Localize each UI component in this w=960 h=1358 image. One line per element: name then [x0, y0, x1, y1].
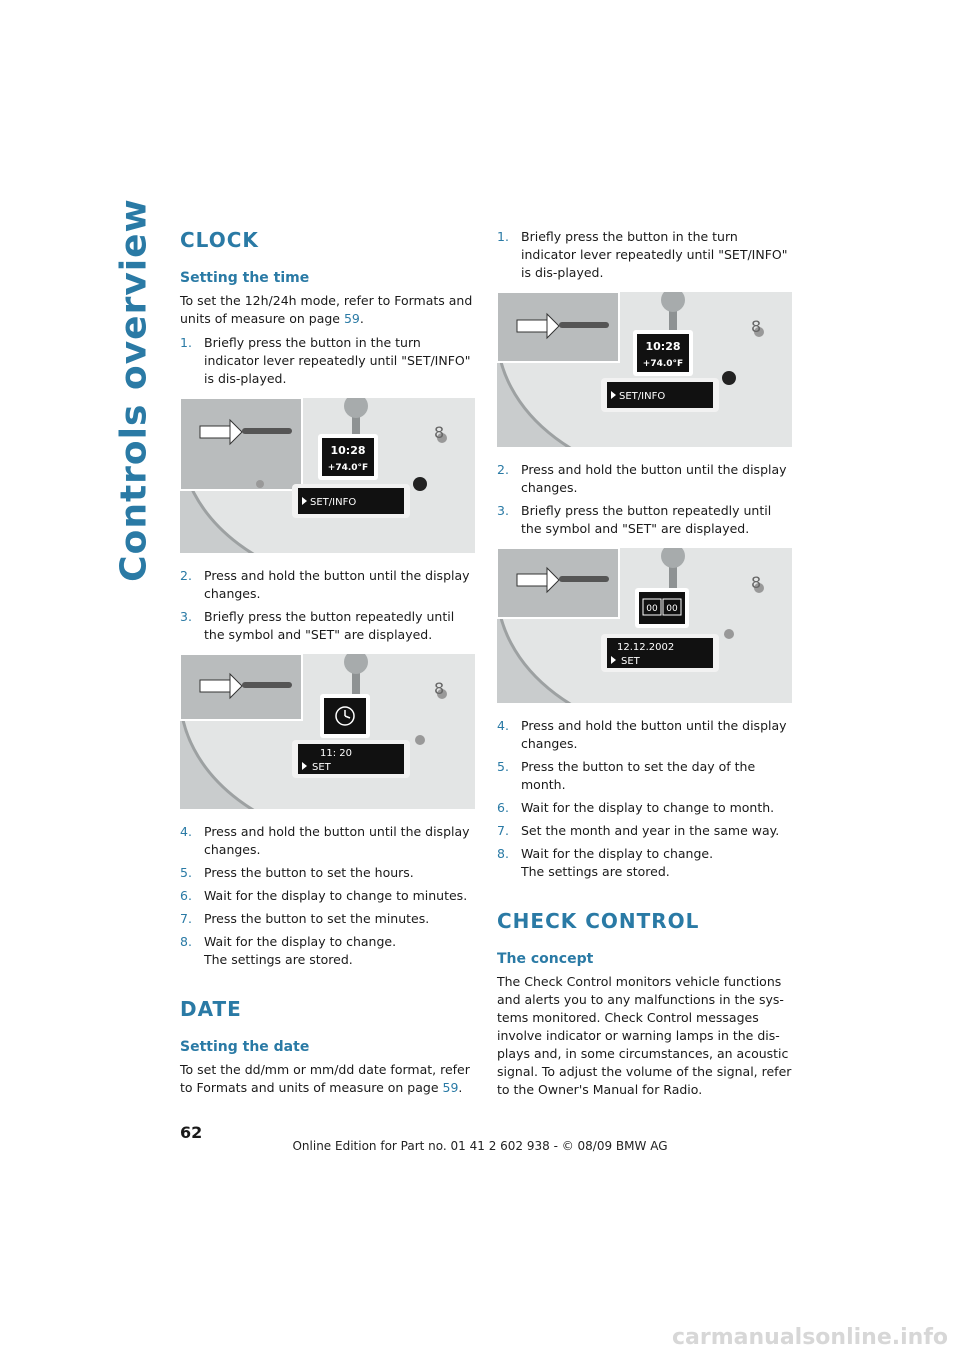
step-text: Wait for the display to change to month.	[521, 800, 775, 815]
svg-text:8: 8	[751, 317, 762, 336]
step-item	[180, 864, 475, 882]
concept-heading: The concept	[497, 951, 594, 967]
step-text: Press the button to set the day of the month.	[521, 759, 756, 792]
step-text: Briefly press the button repeatedly until the symbol and "SET" are displayed.	[521, 503, 772, 536]
page-number: 62	[180, 1123, 203, 1142]
fig2-line1: 11: 20	[320, 748, 352, 759]
check-control-heading: CHECK CONTROL	[497, 909, 700, 933]
fig2-line2: SET	[312, 762, 331, 773]
date-intro-end: .	[458, 1080, 463, 1095]
step-item	[180, 334, 475, 388]
step-number: 5.	[180, 865, 192, 880]
step-text: Briefly press the button in the turn indicator lever repeatedly until "SET/INFO" is dis-played.	[204, 335, 471, 386]
time-steps-a	[180, 334, 475, 388]
svg-text:8: 8	[434, 679, 445, 698]
step-item	[497, 799, 792, 817]
fig4-line2: SET	[621, 656, 640, 667]
watermark-logo: carmanualsonline.info	[672, 1325, 948, 1350]
step-item	[497, 461, 792, 497]
step-text: Wait for the display to change. The settings are stored.	[204, 934, 397, 967]
step-number: 3.	[180, 609, 192, 624]
step-text: Briefly press the button in the turn indicator lever repeatedly until "SET/INFO" is dis-played.	[521, 229, 788, 280]
svg-text:8: 8	[751, 573, 762, 592]
figure-set-date-display	[497, 548, 792, 703]
fig3-temp: +74.0°F	[642, 359, 684, 369]
fig4-line1: 12.12.2002	[617, 642, 675, 653]
time-steps-c	[180, 823, 475, 969]
step-item	[180, 608, 475, 644]
date-heading: DATE	[180, 997, 242, 1021]
concept-paragraph: The Check Control monitors vehicle functions and alerts you to any malfunctions in the sys-tems monitored. Check Control messages involve indicator or warning lamps in the dis-plays and, in some circumstances, an acoustic signal. To adjust the volume of the signal, refer to the Owner's Manual for Radio.	[497, 974, 792, 1097]
step-text: Briefly press the button repeatedly until the symbol and "SET" are displayed.	[204, 609, 455, 642]
step-item	[180, 567, 475, 603]
page-link-59[interactable]: 59	[343, 311, 360, 326]
step-number: 4.	[180, 824, 192, 839]
figure-set-info-display-date	[497, 292, 792, 447]
step-text: Press the button to set the minutes.	[204, 911, 430, 926]
date-intro-paragraph	[180, 1061, 475, 1097]
step-text: Wait for the display to change. The settings are stored.	[521, 846, 714, 879]
fig3-time: 10:28	[645, 340, 681, 353]
step-item	[497, 717, 792, 753]
step-number: 7.	[497, 823, 509, 838]
step-item	[497, 228, 792, 282]
step-text: Wait for the display to change to minutes.	[204, 888, 468, 903]
fig1-display-text: SET/INFO	[310, 497, 357, 508]
date-steps-c	[497, 717, 792, 881]
fig4-digits-left: 00	[646, 604, 658, 614]
time-intro-text: To set the 12h/24h mode, refer to Formats and units of measure on page	[180, 293, 473, 326]
svg-text:8: 8	[434, 423, 445, 442]
date-steps-b	[497, 461, 792, 538]
step-number: 5.	[497, 759, 509, 774]
setting-time-heading: Setting the time	[180, 270, 310, 286]
step-item	[180, 823, 475, 859]
step-text: Set the month and year in the same way.	[521, 823, 780, 838]
step-number: 4.	[497, 718, 509, 733]
page-link-59[interactable]: 59	[442, 1080, 459, 1095]
step-item	[497, 502, 792, 538]
section-side-tab	[112, 198, 156, 582]
step-item	[497, 845, 792, 881]
step-text: Press and hold the button until the display changes.	[521, 718, 787, 751]
step-number: 1.	[180, 335, 192, 350]
figure-set-info-display	[180, 398, 475, 553]
date-intro-text: To set the dd/mm or mm/dd date format, refer to Formats and units of measure on page	[180, 1062, 470, 1095]
step-item	[180, 910, 475, 928]
fig1-temp: +74.0°F	[327, 463, 369, 473]
fig3-display-text: SET/INFO	[619, 391, 666, 402]
step-text: Press and hold the button until the display changes.	[204, 824, 470, 857]
side-tab-label: Controls overview	[113, 198, 155, 582]
step-text: Press and hold the button until the display changes.	[204, 568, 470, 601]
step-item	[180, 887, 475, 905]
step-item	[497, 822, 792, 840]
step-number: 2.	[497, 462, 509, 477]
step-number: 8.	[497, 846, 509, 861]
time-intro-paragraph	[180, 292, 475, 328]
footer-edition-text: Online Edition for Part no. 01 41 2 602 938 - © 08/09 BMW AG	[292, 1139, 668, 1153]
step-number: 6.	[180, 888, 192, 903]
step-text: Press and hold the button until the display changes.	[521, 462, 787, 495]
step-number: 1.	[497, 229, 509, 244]
step-number: 7.	[180, 911, 192, 926]
step-item	[497, 758, 792, 794]
clock-heading: CLOCK	[180, 228, 259, 252]
figure-set-clock-display	[180, 654, 475, 809]
time-intro-end: .	[359, 311, 364, 326]
right-column	[497, 228, 792, 1105]
fig1-time: 10:28	[330, 444, 366, 457]
step-item	[180, 933, 475, 969]
step-number: 3.	[497, 503, 509, 518]
setting-date-heading: Setting the date	[180, 1039, 310, 1055]
fig4-digits-right: 00	[666, 604, 678, 614]
step-text: Press the button to set the hours.	[204, 865, 414, 880]
time-steps-b	[180, 567, 475, 644]
left-column	[180, 228, 475, 1103]
step-number: 6.	[497, 800, 509, 815]
step-number: 2.	[180, 568, 192, 583]
date-steps-a	[497, 228, 792, 282]
step-number: 8.	[180, 934, 192, 949]
